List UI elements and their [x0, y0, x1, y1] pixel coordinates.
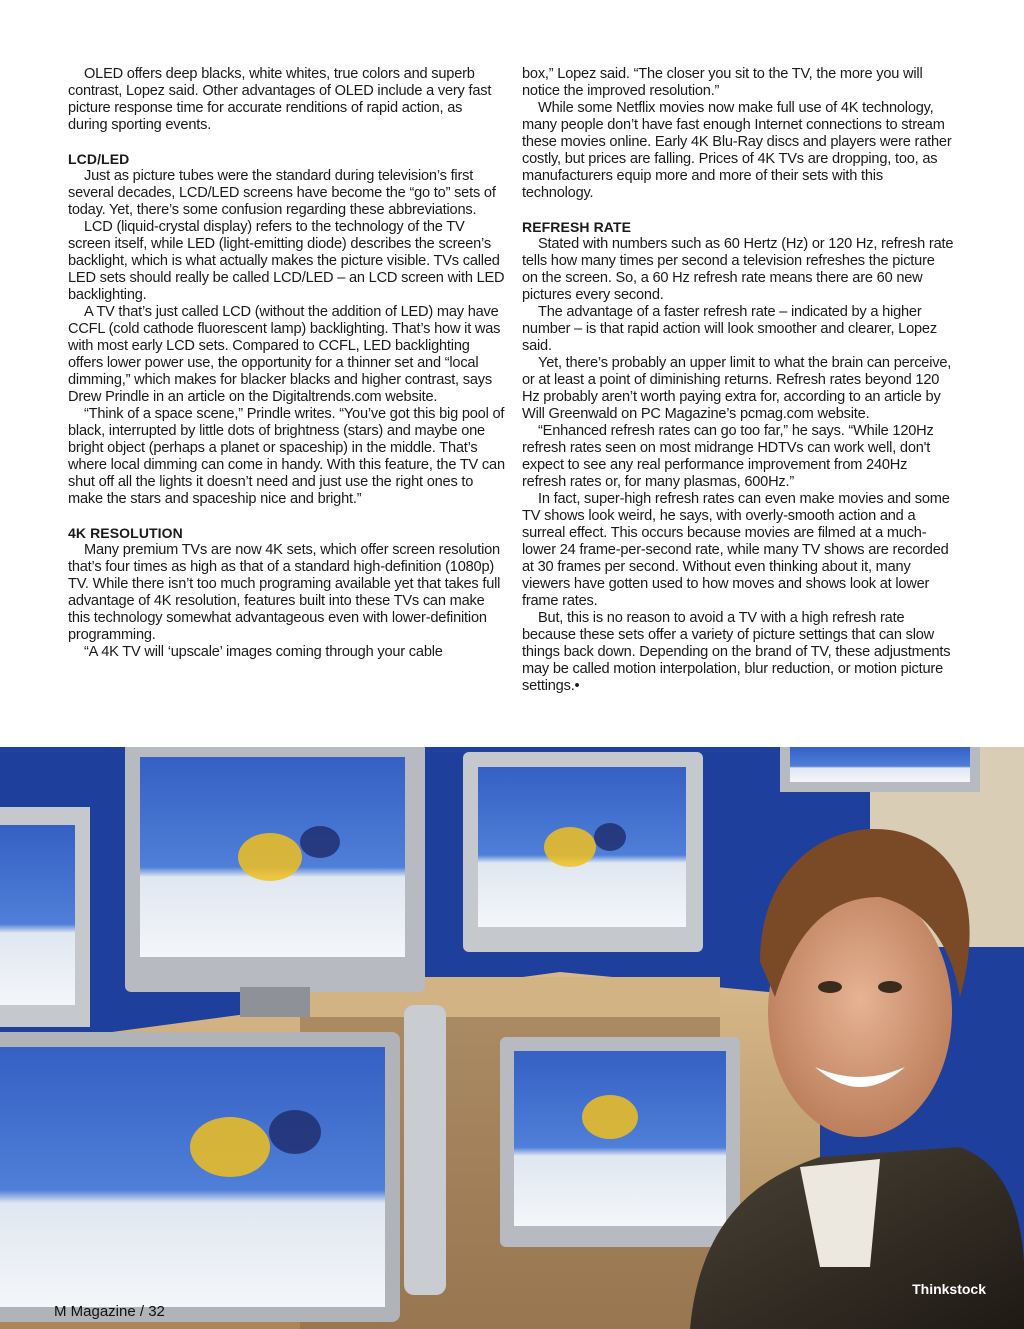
tv-far-right: [780, 747, 980, 792]
body-paragraph: In fact, super-high refresh rates can even make movies and some TV shows look weird, he says, with overly-smooth action and a surreal effect. This occurs because movies are filmed at a much-lower 24 frame-per-second rate, while many TV shows are recorded at 30 frames per second. Without even thinking about it, many viewers have gotten used to how moves and shows look at lower frame rates.: [522, 491, 950, 609]
tower-speaker: [404, 1005, 446, 1295]
tv-right-back: [463, 752, 703, 952]
section-heading: LCD/LED: [68, 151, 130, 167]
body-paragraph: “Think of a space scene,” Prindle writes. “You’ve got this big pool of black, interrupted by little dots of brightness (stars) and maybe one bright object (perhaps a planet or spaceship) in the middle. That’s where local dimming can come in handy. With this feature, the TV can shut off all the lights it doesn’t need and just use the right ones to make the stars and spaceship nice and bright.”: [68, 406, 505, 507]
body-paragraph: While some Netflix movies now make full use of 4K technology, many people don’t have fast enough Internet connections to stream these movies online. Early 4K Blu-Ray discs and players were rather costly, but prices are falling. Prices of 4K TVs are dropping, too, as manufacturers equip more and more of their sets with this technology.: [522, 100, 952, 201]
body-paragraph: LCD (liquid-crystal display) refers to the technology of the TV screen itself, while LED (light-emitting diode) describes the screen’s backlight, which is what actually makes the picture visible. TVs called LED sets should really be called LCD/LED – an LCD screen with LED backlighting.: [68, 219, 505, 303]
body-paragraph: “Enhanced refresh rates can go too far,” he says. “While 120Hz refresh rates seen on most midrange HDTVs can work well, don't expect to see any real performance improvement from 240Hz refresh rates or, for many plasmas, 600Hz.”: [522, 423, 934, 490]
body-paragraph: Yet, there’s probably an upper limit to what the brain can perceive, or at least a point of diminishing returns. Refresh rates beyond 120 Hz probably aren’t worth paying extra for, according to an article by Will Greenwald on PC Magazine’s pcmag.com website.: [522, 355, 952, 422]
body-paragraph: box,” Lopez said. “The closer you sit to the TV, the more you will notice the improved resolution.”: [522, 66, 923, 99]
store-photo: [0, 747, 1024, 1329]
body-paragraph: “A 4K TV will ‘upscale’ images coming through your cable: [84, 644, 443, 660]
page-folio: M Magazine / 32: [54, 1303, 165, 1320]
photo-credit: Thinkstock: [912, 1281, 986, 1297]
section-heading: 4K RESOLUTION: [68, 525, 183, 541]
tv-center-back: [125, 747, 425, 1017]
body-paragraph: Stated with numbers such as 60 Hertz (Hz) or 120 Hz, refresh rate tells how many times per second a television refreshes the picture on the screen. So, a 60 Hz refresh rate means there are 60 new pictures every second.: [522, 236, 954, 303]
tv-left-back: [0, 807, 90, 1027]
body-paragraph: OLED offers deep blacks, white whites, true colors and superb contrast, Lopez said. Other advantages of OLED include a very fast picture response time for accurate renditions of rapid action, as during sporting events.: [68, 66, 492, 133]
body-paragraph: Just as picture tubes were the standard during television’s first several decades, LCD/LED screens have become the “go to” sets of today. Yet, there’s some confusion regarding these abbreviations.: [68, 168, 496, 218]
tv-front-center: [500, 1037, 740, 1247]
tv-showroom-image: [0, 747, 1024, 1329]
section-heading: REFRESH RATE: [522, 219, 632, 235]
body-paragraph: But, this is no reason to avoid a TV with a high refresh rate because these sets offer a variety of picture settings that can slow things back down. Depending on the brand of TV, these adjustments may be called motion interpolation, blur reduction, or motion picture settings.•: [522, 610, 951, 694]
body-paragraph: A TV that’s just called LCD (without the addition of LED) may have CCFL (cold cathode fluorescent lamp) backlighting. That’s how it was with most early LCD sets. Compared to CCFL, LED backlighting offers lower power use, the opportunity for a thinner set and “local dimming,” which makes for blacker blacks and higher contrast, says Drew Prindle in an article on the Digitaltrends.com website.: [68, 304, 501, 405]
article-column-right: [522, 66, 954, 695]
tv-front-left: [0, 1032, 400, 1322]
body-paragraph: The advantage of a faster refresh rate – indicated by a higher number – is that rapid action will look smoother and clearer, Lopez said.: [522, 304, 937, 354]
article-column-left: [68, 66, 505, 661]
body-paragraph: Many premium TVs are now 4K sets, which offer screen resolution that’s four times as high as that of a standard high-definition (1080p) TV. While there isn’t too much programing available yet that takes full advantage of 4K resolution, features built into these TVs can make this technology somewhat advantageous even with lower-definition programming.: [68, 542, 501, 643]
